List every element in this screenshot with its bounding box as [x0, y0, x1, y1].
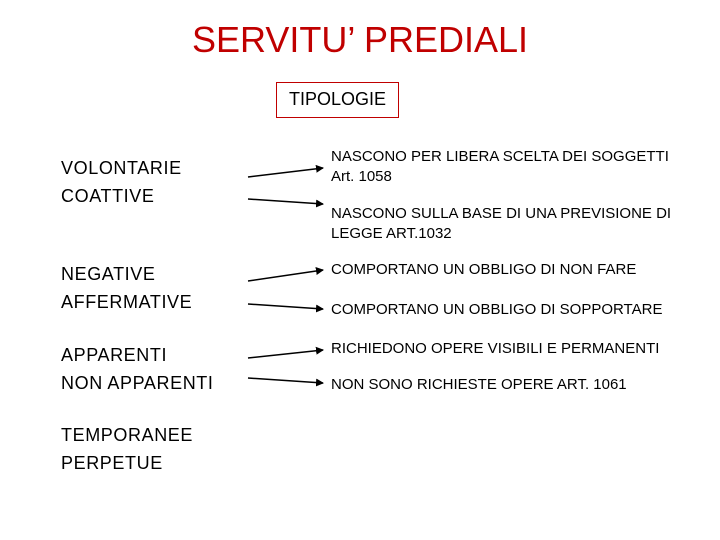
- description-line: RICHIEDONO OPERE VISIBILI E PERMANENTI: [331, 340, 660, 357]
- term-perpetue: PERPETUE: [61, 453, 163, 473]
- description-line: NASCONO SULLA BASE DI UNA PREVISIONE DI: [331, 205, 672, 222]
- description-line: LEGGE ART.1032: [331, 225, 452, 242]
- description-line: NON SONO RICHIESTE OPERE ART. 1061: [331, 376, 627, 393]
- arrow-volontarie: [248, 168, 323, 177]
- term-non-apparenti: NON APPARENTI: [61, 373, 214, 393]
- arrow-non-apparenti: [248, 378, 323, 383]
- term-affermative: AFFERMATIVE: [61, 292, 193, 312]
- term-volontarie: VOLONTARIE: [61, 158, 182, 178]
- tipologie-box: TIPOLOGIE: [276, 82, 399, 118]
- description-line: COMPORTANO UN OBBLIGO DI SOPPORTARE: [331, 301, 663, 318]
- term-negative: NEGATIVE: [61, 264, 156, 284]
- arrow-negative: [248, 270, 323, 281]
- arrow-apparenti: [248, 350, 323, 358]
- page-title: SERVITU’ PREDIALI: [191, 19, 529, 60]
- arrow-coattive: [248, 199, 323, 204]
- description-line: Art. 1058: [331, 168, 392, 185]
- term-temporanee: TEMPORANEE: [61, 425, 194, 445]
- arrow-affermative: [248, 304, 323, 309]
- term-coattive: COATTIVE: [61, 186, 155, 206]
- description-line: COMPORTANO UN OBBLIGO DI NON FARE: [331, 261, 637, 278]
- description-line: NASCONO PER LIBERA SCELTA DEI SOGGETTI: [331, 148, 669, 165]
- term-apparenti: APPARENTI: [61, 345, 168, 365]
